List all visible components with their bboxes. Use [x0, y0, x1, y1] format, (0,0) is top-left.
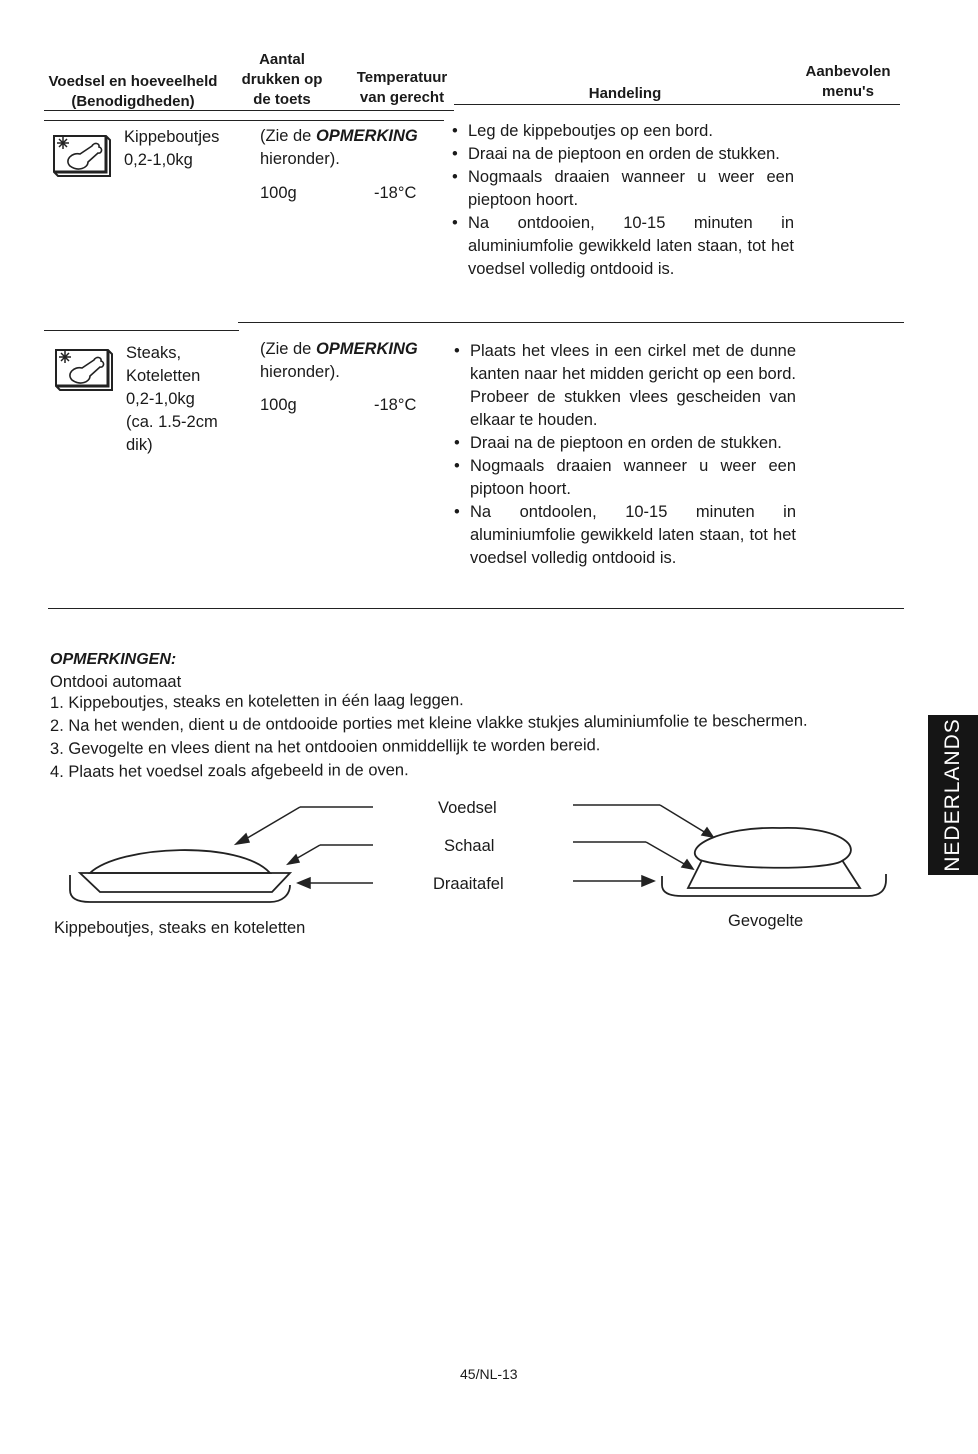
row1-temperature: -18°C: [374, 184, 417, 202]
language-tab: [928, 715, 978, 875]
row1-steps: [452, 120, 794, 281]
row1-note: [260, 125, 440, 171]
row1-food: [124, 126, 219, 172]
row2-food-line: Steaks,: [126, 344, 182, 362]
header-recommended-line1: Aanbevolen: [805, 63, 891, 80]
row1-food-line: 0,2-1,0kg: [124, 151, 193, 169]
notes-title: OPMERKINGEN:: [50, 651, 177, 668]
notes-list: [50, 692, 920, 784]
header-recommended-line2: menu's: [822, 83, 874, 100]
step-item: • Leg de kippeboutjes op een bord.: [452, 120, 794, 143]
row2-food-line: (ca. 1.5-2cm: [126, 413, 218, 431]
defrost-icon: [52, 346, 112, 390]
header-recommended: [788, 62, 908, 102]
caption-left: Kippeboutjes, steaks en koteletten: [54, 919, 306, 937]
row-divider: [238, 322, 904, 323]
row2-food-line: Koteletten: [126, 367, 201, 385]
header-rule-left: [44, 110, 454, 111]
row2-temperature: -18°C: [374, 396, 417, 414]
table-bottom-rule: [48, 608, 904, 609]
step-item: • Nogmaals draaien wanneer u weer een pieptoon hoort.: [452, 166, 794, 212]
header-presses-line2: drukken op: [241, 71, 323, 88]
row1-amount: 100g: [260, 184, 297, 202]
left-illustration: [70, 850, 290, 902]
step-item: • Draai na de pieptoon en orden de stukken.: [452, 143, 794, 166]
row2-amount: 100g: [260, 396, 297, 414]
row2-note: [260, 338, 440, 384]
note-item: 3. Gevogelte en vlees dient na het ontdooien onmiddellijk te worden bereid.: [49, 736, 601, 758]
step-item: • Nogmaals draaien wanneer u weer een piptoon hoort.: [454, 455, 796, 501]
label-dish: Schaal: [444, 837, 495, 855]
row-divider: [44, 330, 239, 331]
header-rule-right: [454, 104, 900, 105]
caption-right: Gevogelte: [728, 912, 804, 930]
row1-note-prefix: (Zie de: [260, 127, 316, 145]
step-item: • Plaats het vlees in een cirkel met de dunne kanten naar het midden gericht op een bord. Probeer de stukken vlees gescheiden van elkaar te houden.: [454, 340, 796, 432]
row2-food-line: dik): [126, 436, 153, 454]
header-food-line1: Voedsel en hoeveelheld: [48, 73, 218, 90]
header-presses: [232, 50, 332, 110]
row2-steps: [454, 340, 796, 570]
header-food: [40, 72, 226, 112]
row2-food: [126, 342, 218, 457]
right-illustration: [662, 828, 886, 896]
note-item: 4. Plaats het voedsel zoals afgebeeld in de oven.: [49, 761, 409, 781]
header-food-line2: (Benodigdheden): [71, 93, 195, 110]
step-item: • Na ontdoolen, 10-15 minuten in aluminiumfolie gewikkeld laten staan, tot het voedsel volledig ontdooid is.: [454, 501, 796, 570]
header-presses-line3: de toets: [253, 91, 311, 108]
left-arrows: [236, 807, 373, 888]
note-item: 2. Na het wenden, dient u de ontdooide porties met kleine vlakke stukjes aluminiumfolie te beschermen.: [49, 711, 808, 735]
row1-note-emph: OPMERKING: [315, 127, 418, 145]
step-item: • Na ontdooien, 10-15 minuten in aluminiumfolie gewikkeld laten staan, tot het voedsel volledig ontdooid is.: [452, 212, 794, 281]
step-item: • Draai na de pieptoon en orden de stukken.: [454, 432, 796, 455]
row1-top-rule: [44, 120, 444, 121]
label-turntable: Draaitafel: [433, 875, 504, 893]
row1-note-suffix: hieronder).: [260, 150, 340, 168]
header-temperature: [342, 68, 462, 108]
label-food: Voedsel: [438, 799, 497, 817]
header-presses-line1: Aantal: [259, 51, 305, 68]
header-temp-line2: van gerecht: [359, 89, 445, 106]
note-item: 1. Kippeboutjes, steaks en koteletten in één laag leggen.: [49, 691, 464, 712]
right-arrows: [573, 805, 713, 886]
row2-food-line: 0,2-1,0kg: [126, 390, 195, 408]
defrost-icon: [50, 132, 110, 176]
row2-note-emph: OPMERKING: [315, 340, 418, 358]
row2-note-suffix: hieronder).: [260, 363, 340, 381]
page-number: 45/NL-13: [460, 1366, 518, 1382]
language-tab-label: NEDERLANDS: [941, 718, 964, 872]
notes-subtitle: Ontdooi automaat: [50, 673, 182, 691]
header-temp-line1: Temperatuur: [356, 69, 448, 86]
header-procedure: Handeling: [588, 85, 662, 102]
row2-note-prefix: (Zie de: [260, 340, 316, 358]
row1-food-line: Kippeboutjes: [124, 128, 220, 146]
